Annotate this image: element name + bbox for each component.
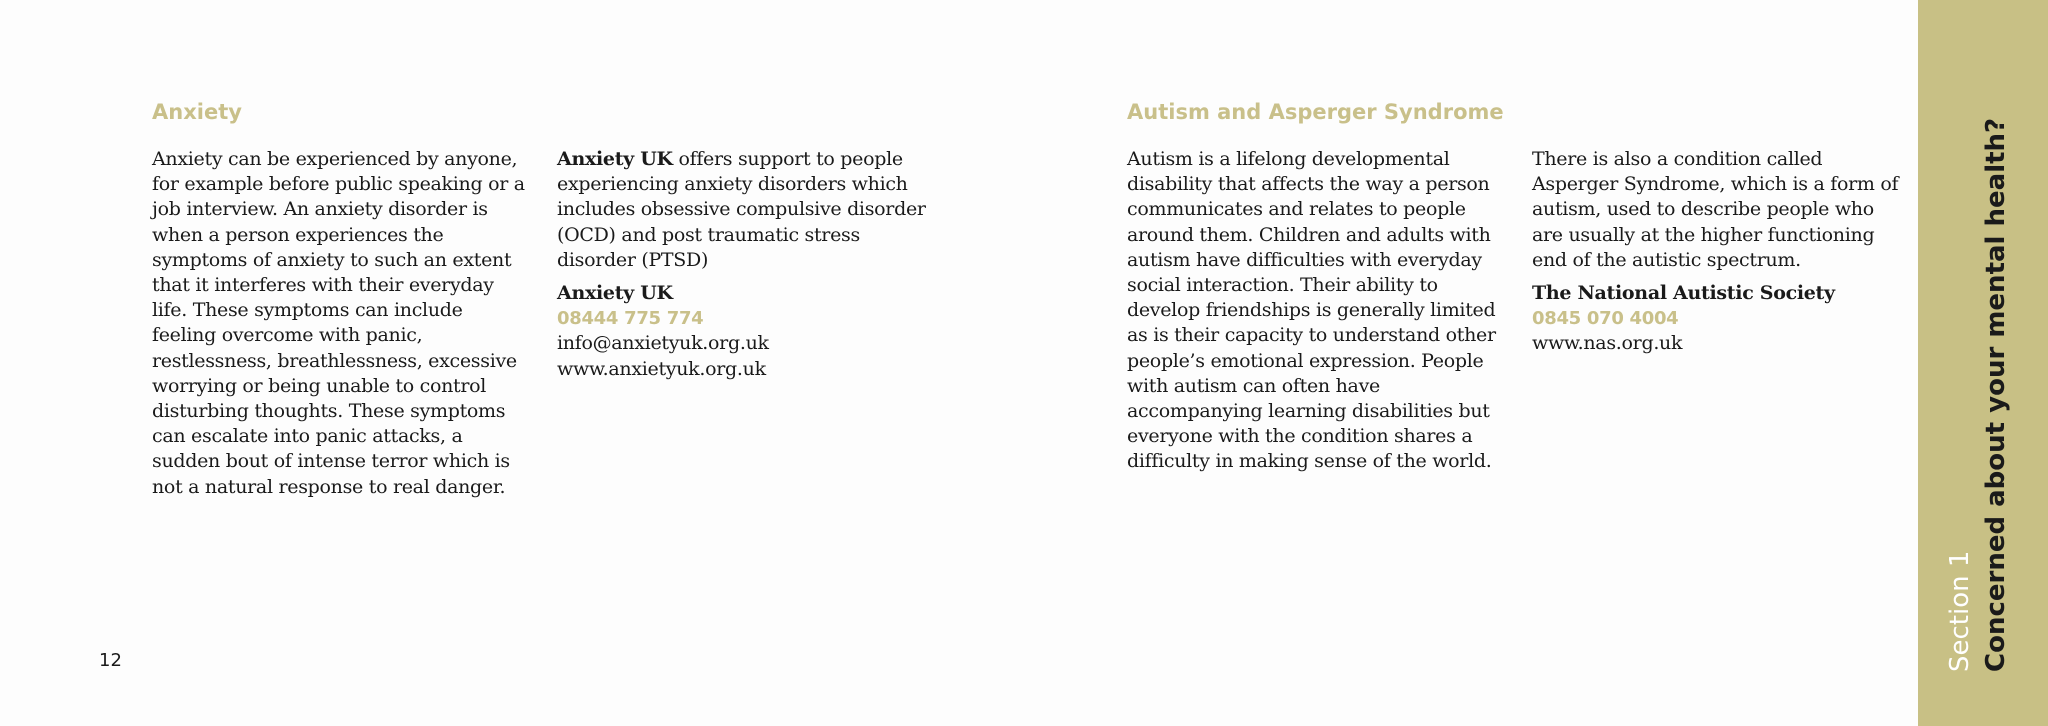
autism-contact-phone[interactable]: 0845 070 4004 <box>1532 308 1679 330</box>
anxiety-contact-org: Anxiety UK <box>557 282 673 305</box>
autism-description-column <box>1127 147 1505 475</box>
page-number: 12 <box>99 650 122 671</box>
section-label: Section 1 <box>1945 550 1975 672</box>
anxiety-support-paragraph <box>557 147 927 273</box>
anxiety-description: Anxiety can be experienced by anyone, for example before public speaking or a job interview. An anxiety disorder is when a person experiences the symptoms of anxiety to such an extent that it interferes with their everyday life. These symptoms can include feeling overcome with panic, restlessness, breathlessness, excessive worrying or being unable to control disturbing thoughts. These symptoms can escalate into panic attacks, a sudden bout of intense terror which is not a natural response to real danger. <box>152 148 525 498</box>
anxiety-contact-website[interactable]: www.anxietyuk.org.uk <box>557 357 766 380</box>
asperger-description: There is also a condition called Asperger Syndrome, which is a form of autism, used to describe people who are usually at the higher functioning end of the autistic spectrum. <box>1532 148 1899 271</box>
autism-description: Autism is a lifelong developmental disability that affects the way a person communicates and relates to people around them. Children and adults with autism have difficulties with everyday social interaction. Their ability to develop friendships is generally limited as is their capacity to understand other people’s emotional expression. People with autism can often have accompanying learning disabilities but everyone with the condition shares a difficulty in making sense of the world. <box>1127 148 1496 473</box>
autism-heading: Autism and Asperger Syndrome <box>1127 100 1504 124</box>
asperger-column <box>1532 147 1902 357</box>
autism-contact-org: The National Autistic Society <box>1532 282 1835 305</box>
anxiety-contact-block <box>557 281 927 382</box>
anxiety-support-column <box>557 147 927 382</box>
autism-contact-block <box>1532 281 1902 357</box>
section-title: Concerned about your mental health? <box>1981 117 2011 672</box>
autism-contact-website[interactable]: www.nas.org.uk <box>1532 332 1683 355</box>
anxiety-heading: Anxiety <box>152 100 242 124</box>
anxiety-contact-email[interactable]: info@anxietyuk.org.uk <box>557 332 769 355</box>
anxiety-support-org: Anxiety UK <box>557 148 673 170</box>
anxiety-contact-phone[interactable]: 08444 775 774 <box>557 308 704 330</box>
anxiety-support-text: offers support to people experiencing anxiety disorders which includes obsessive compulsive disorder (OCD) and post traumatic stress disorder (PTSD) <box>557 148 926 271</box>
anxiety-description-column <box>152 147 532 500</box>
section-side-band-text <box>1942 118 2014 672</box>
